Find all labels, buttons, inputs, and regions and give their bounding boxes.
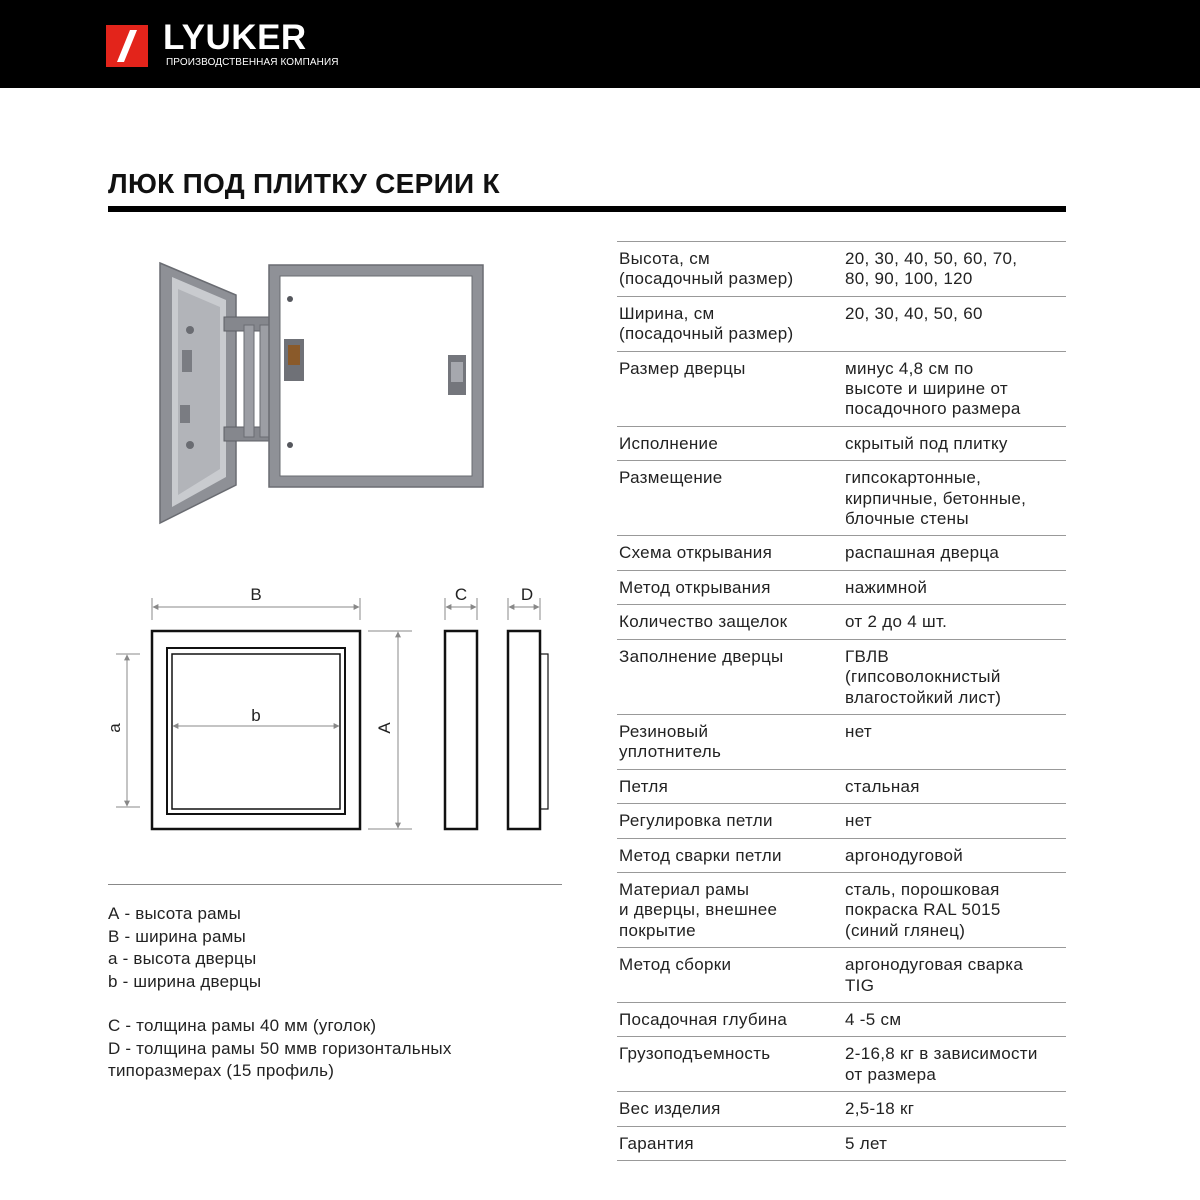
spec-key: Вес изделия [617,1092,844,1126]
spec-key: Резиновый уплотнитель [617,714,844,769]
spec-key: Размер дверцы [617,351,844,426]
spec-key: Размещение [617,461,844,536]
spec-key: Метод открывания [617,570,844,604]
spec-row [617,639,1066,714]
spec-key: Схема открывания [617,536,844,570]
spec-row [617,1126,1066,1160]
legend [108,903,568,1083]
legend-item: С - толщина рамы 40 мм (уголок) [108,1016,377,1035]
spec-row [617,351,1066,426]
legend-item: а - высота дверцы [108,949,257,968]
spec-key: Посадочная глубина [617,1002,844,1036]
title-divider [108,206,1066,212]
spec-value: сталь, порошковая покраска RAL 5015 (синий глянец) [844,872,1066,947]
spec-key: Грузоподъемность [617,1037,844,1092]
legend-item: В - ширина рамы [108,926,246,946]
label-D: D [520,585,534,604]
spec-row [617,1037,1066,1092]
page-title: ЛЮК ПОД ПЛИТКУ СЕРИИ К [108,168,500,199]
spec-key: Метод сборки [617,948,844,1003]
spec-value: ГВЛВ (гипсоволокнистый влагостойкий лист) [844,639,1066,714]
legend-item: А - высота рамы [108,904,242,923]
label-a: a [105,723,124,733]
spec-row [617,605,1066,639]
spec-row [617,1002,1066,1036]
spec-row [617,872,1066,947]
header-bar [0,0,1200,88]
spec-row [617,570,1066,604]
spec-value: 20, 30, 40, 50, 60, 70, 80, 90, 100, 120 [844,242,1066,297]
spec-key: Ширина, см (посадочный размер) [617,296,844,351]
spec-value: 20, 30, 40, 50, 60 [844,296,1066,351]
spec-key: Петля [617,769,844,803]
legend-item: D - толщина рамы 50 ммв горизонтальных типоразмерах (15 профиль) [108,1038,452,1080]
specs-table [617,241,1066,1161]
legend-spacer [108,993,568,1015]
spec-key: Высота, см (посадочный размер) [617,242,844,297]
brand-name: LYUKER [163,18,307,57]
label-B: B [250,585,262,604]
dimension-diagram [100,580,560,840]
legend-divider [108,884,562,885]
product-photo [150,255,495,530]
spec-key: Регулировка петли [617,804,844,838]
brand-subtitle: ПРОИЗВОДСТВЕННАЯ КОМПАНИЯ [166,57,339,68]
spec-row [617,769,1066,803]
spec-row [617,1092,1066,1126]
spec-key: Гарантия [617,1126,844,1160]
spec-value: гипсокартонные, кирпичные, бетонные, блочные стены [844,461,1066,536]
spec-row [617,426,1066,460]
label-A: A [375,722,394,734]
spec-value: 2-16,8 кг в зависимости от размера [844,1037,1066,1092]
spec-key: Материал рамы и дверцы, внешнее покрытие [617,872,844,947]
spec-row [617,296,1066,351]
spec-key: Количество защелок [617,605,844,639]
spec-value: распашная дверца [844,536,1066,570]
spec-value: 4 -5 см [844,1002,1066,1036]
spec-row [617,536,1066,570]
spec-row [617,461,1066,536]
spec-value: от 2 до 4 шт. [844,605,1066,639]
label-b: b [251,706,261,725]
spec-value: аргонодуговая сварка TIG [844,948,1066,1003]
spec-row [617,838,1066,872]
spec-key: Заполнение дверцы [617,639,844,714]
spec-value: нет [844,804,1066,838]
spec-value: нет [844,714,1066,769]
spec-row [617,242,1066,297]
spec-value: скрытый под плитку [844,426,1066,460]
spec-value: минус 4,8 см по высоте и ширине от посадочного размера [844,351,1066,426]
spec-row [617,948,1066,1003]
label-C: C [454,585,468,604]
spec-value: стальная [844,769,1066,803]
spec-value: нажимной [844,570,1066,604]
spec-value: 5 лет [844,1126,1066,1160]
spec-value: 2,5-18 кг [844,1092,1066,1126]
spec-key: Исполнение [617,426,844,460]
spec-value: аргонодуговой [844,838,1066,872]
spec-key: Метод сварки петли [617,838,844,872]
spec-row [617,804,1066,838]
legend-item: b - ширина дверцы [108,971,262,991]
logo-icon [106,25,148,67]
spec-row [617,714,1066,769]
